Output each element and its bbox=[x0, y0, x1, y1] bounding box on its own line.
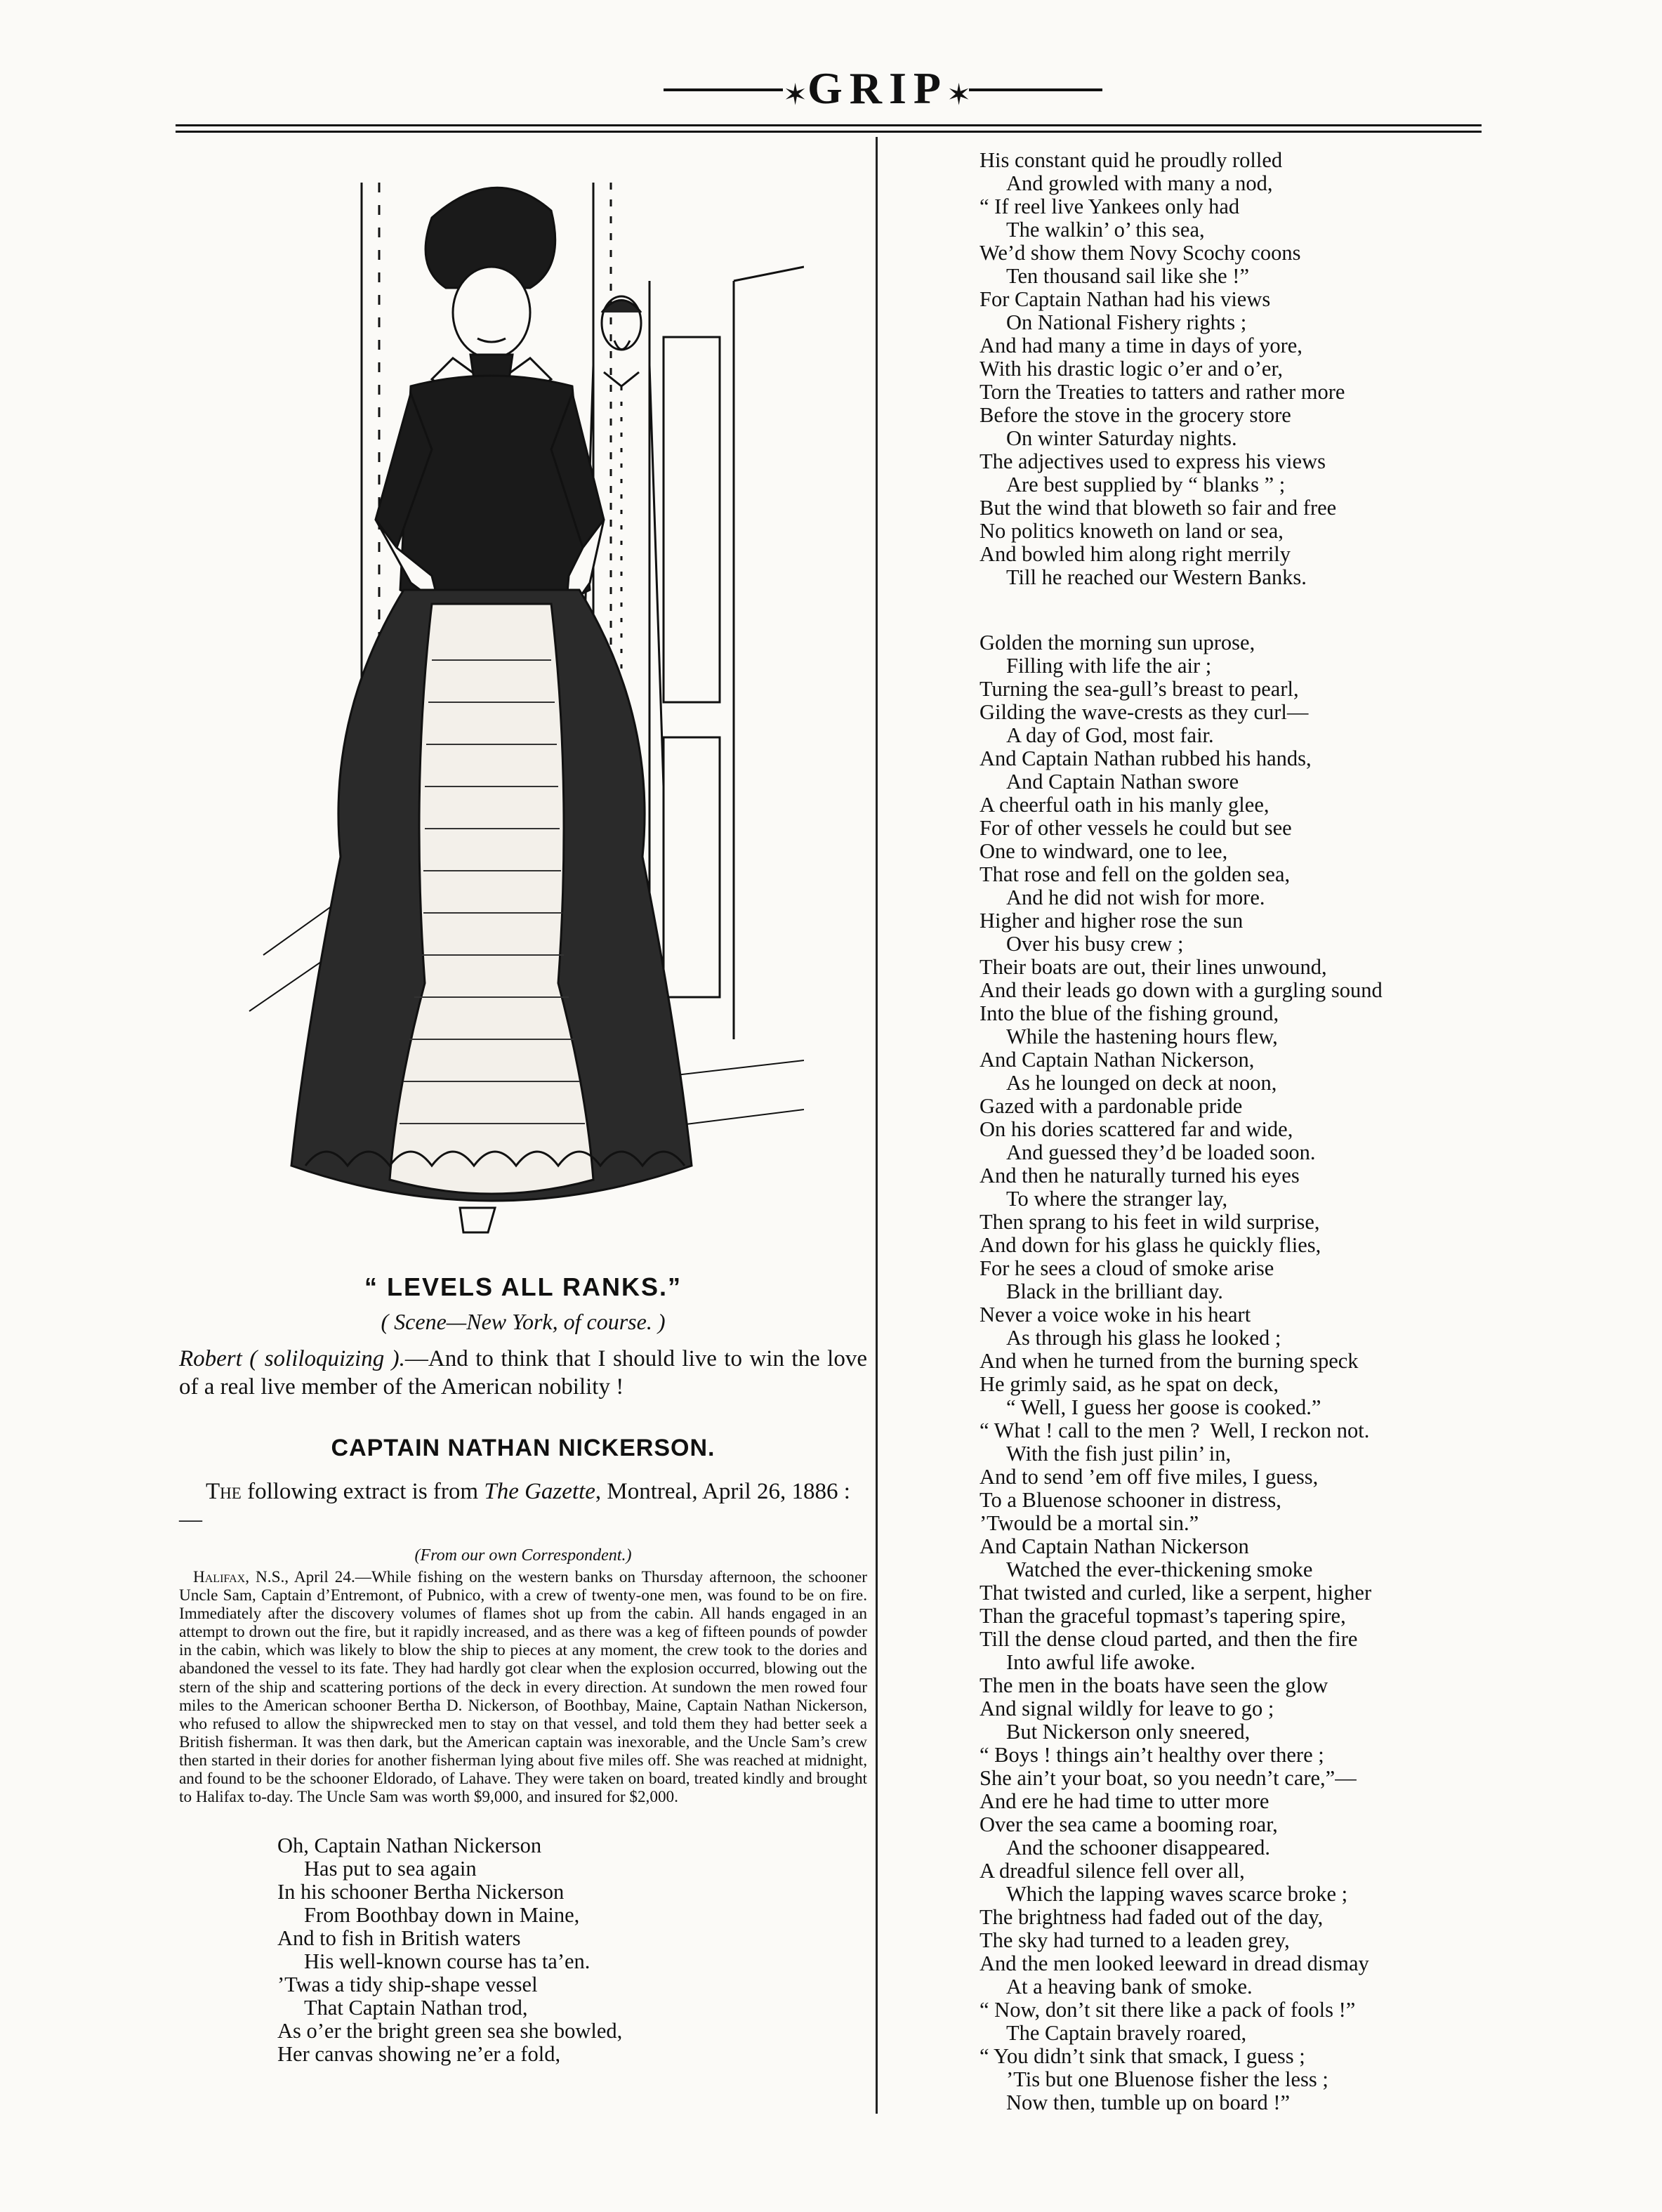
poem-line: Golden the morning sun uprose, bbox=[980, 631, 1255, 654]
poem-line: Has put to sea again bbox=[304, 1857, 477, 1881]
poem-line: As o’er the bright green sea she bowled, bbox=[277, 2019, 623, 2043]
poem-line: One to windward, one to lee, bbox=[980, 839, 1228, 863]
poem-line: And Captain Nathan rubbed his hands, bbox=[980, 746, 1312, 770]
poem-line: ’Twas a tidy ship-shape vessel bbox=[277, 1973, 538, 1997]
poem-line: But the wind that bloweth so fair and free bbox=[980, 496, 1337, 520]
poem-line: His constant quid he proudly rolled bbox=[980, 148, 1283, 172]
cartoon-title: “ LEVELS ALL RANKS.” bbox=[364, 1272, 682, 1301]
poem-line: “ Now, don’t sit there like a pack of fools !” bbox=[980, 1998, 1356, 2022]
poem-line: Filling with life the air ; bbox=[1006, 654, 1212, 678]
intro-text: following extract is from bbox=[241, 1479, 484, 1504]
star-icon: ✶ bbox=[783, 79, 808, 112]
poem-line: Now then, tumble up on board !” bbox=[1006, 2091, 1291, 2114]
poem-line: Which the lapping waves scarce broke ; bbox=[1006, 1882, 1348, 1906]
poem-line: Before the stove in the grocery store bbox=[980, 403, 1291, 427]
poem-line: And to fish in British waters bbox=[277, 1926, 521, 1951]
poem-line: That Captain Nathan trod, bbox=[304, 1996, 528, 2020]
poem-line: The sky had turned to a leaden grey, bbox=[980, 1928, 1290, 1952]
poem-line: At a heaving bank of smoke. bbox=[1006, 1975, 1253, 1999]
poem-line: The walkin’ o’ this sea, bbox=[1006, 218, 1205, 242]
poem-line: “ Well, I guess her goose is cooked.” bbox=[1006, 1395, 1321, 1419]
poem-line: And he did not wish for more. bbox=[1006, 886, 1265, 909]
column-divider bbox=[876, 137, 878, 2114]
poem-right-stanza-1 bbox=[980, 149, 1485, 589]
poem-line: With the fish just pilin’ in, bbox=[1006, 1442, 1232, 1466]
cartoon-dialogue bbox=[179, 1345, 867, 1401]
poem-line: He grimly said, as he spat on deck, bbox=[980, 1372, 1279, 1396]
masthead-title: GRIP bbox=[807, 63, 948, 113]
poem-line: And ere he had time to utter more bbox=[980, 1789, 1269, 1813]
cartoon-line: —And to think that I should live to win the love of a real live member of the American nobility ! bbox=[179, 1346, 867, 1400]
poem-line: The men in the boats have seen the glow bbox=[980, 1673, 1328, 1697]
poem-line: Into awful life awoke. bbox=[1006, 1650, 1196, 1674]
cartoon-illustration bbox=[200, 154, 804, 1264]
poem-line: Than the graceful topmast’s tapering spire, bbox=[980, 1604, 1346, 1628]
poem-line: And then he naturally turned his eyes bbox=[980, 1164, 1300, 1187]
poem-line: Oh, Captain Nathan Nickerson bbox=[277, 1834, 542, 1858]
poem-line: Their boats are out, their lines unwound, bbox=[980, 955, 1327, 979]
poem-line: Turning the sea-gull’s breast to pearl, bbox=[980, 677, 1299, 701]
poem-line: A day of God, most fair. bbox=[1006, 723, 1214, 747]
poem-line: No politics knoweth on land or sea, bbox=[980, 519, 1284, 543]
header-rule bbox=[176, 131, 1482, 133]
poem-line: That rose and fell on the golden sea, bbox=[980, 862, 1291, 886]
poem-line: And Captain Nathan swore bbox=[1006, 770, 1239, 794]
poem-line: Her canvas showing ne’er a fold, bbox=[277, 2042, 561, 2067]
poem-line: And to send ’em off five miles, I guess, bbox=[980, 1465, 1319, 1489]
poem-line: And the schooner disappeared. bbox=[1006, 1836, 1271, 1859]
poem-line: And Captain Nathan Nickerson bbox=[980, 1534, 1249, 1558]
poem-line: For he sees a cloud of smoke arise bbox=[980, 1256, 1274, 1280]
poem-line: And signal wildly for leave to go ; bbox=[980, 1697, 1274, 1720]
masthead-rule-left bbox=[664, 88, 783, 91]
poem-line: Over the sea came a booming roar, bbox=[980, 1812, 1278, 1836]
right-column bbox=[980, 149, 1485, 2114]
poem-line: Torn the Treaties to tatters and rather more bbox=[980, 380, 1345, 404]
header-rule bbox=[176, 124, 1482, 126]
poem-line: “ If reel live Yankees only had bbox=[980, 195, 1240, 218]
poem-line: And guessed they’d be loaded soon. bbox=[1006, 1140, 1316, 1164]
poem-line: Black in the brilliant day. bbox=[1006, 1279, 1223, 1303]
poem-line: On National Fishery rights ; bbox=[1006, 310, 1247, 334]
poem-line: Then sprang to his feet in wild surprise, bbox=[980, 1210, 1320, 1234]
poem-line: That twisted and curled, like a serpent, higher bbox=[980, 1581, 1372, 1605]
poem-line: Watched the ever-thickening smoke bbox=[1006, 1558, 1313, 1581]
poem-line: Never a voice woke in his heart bbox=[980, 1303, 1251, 1326]
poem-line: Over his busy crew ; bbox=[1006, 932, 1184, 956]
poem-line: The brightness had faded out of the day, bbox=[980, 1905, 1324, 1929]
poem-line: We’d show them Novy Scochy coons bbox=[980, 241, 1301, 265]
poem-right-stanza-2 bbox=[980, 631, 1485, 2114]
poem-line: “ You didn’t sink that smack, I guess ; bbox=[980, 2044, 1305, 2068]
poem-line: While the hastening hours flew, bbox=[1006, 1025, 1278, 1048]
star-icon: ✶ bbox=[947, 79, 972, 112]
poem-line: Higher and higher rose the sun bbox=[980, 909, 1244, 933]
poem-line: For Captain Nathan had his views bbox=[980, 287, 1271, 311]
poem-line: For of other vessels he could but see bbox=[980, 816, 1292, 840]
poem-line: Are best supplied by “ blanks ” ; bbox=[1006, 473, 1286, 496]
cartoon-scene: ( Scene—New York, of course. ) bbox=[381, 1309, 666, 1334]
news-place: Halifax bbox=[193, 1568, 246, 1586]
cartoon-caption bbox=[179, 1272, 867, 2066]
poem-line: And bowled him along right merrily bbox=[980, 542, 1291, 566]
poem-line: As through his glass he looked ; bbox=[1006, 1326, 1281, 1350]
article-intro bbox=[179, 1477, 867, 1534]
poem-line: A cheerful oath in his manly glee, bbox=[980, 793, 1269, 817]
poem-line: And growled with many a nod, bbox=[1006, 171, 1273, 195]
poem-line: She ain’t your boat, so you needn’t care,”— bbox=[980, 1766, 1357, 1790]
poem-line: A dreadful silence fell over all, bbox=[980, 1859, 1245, 1883]
poem-line: “ What ! call to the men ? Well, I reckon not. bbox=[980, 1418, 1370, 1442]
poem-line: On his dories scattered far and wide, bbox=[980, 1117, 1293, 1141]
poem-line: And when he turned from the burning speck bbox=[980, 1349, 1359, 1373]
poem-line: To a Bluenose schooner in distress, bbox=[980, 1488, 1281, 1512]
poem-line: And had many a time in days of yore, bbox=[980, 334, 1302, 357]
poem-line: To where the stranger lay, bbox=[1006, 1187, 1228, 1211]
intro-date: , Montreal, April 26, 1886 :— bbox=[179, 1479, 850, 1532]
poem-line: And Captain Nathan Nickerson, bbox=[980, 1048, 1255, 1072]
correspondent-note: (From our own Correspondent.) bbox=[414, 1546, 632, 1565]
poem-line: And the men looked leeward in dread dismay bbox=[980, 1951, 1369, 1975]
poem-line: From Boothbay down in Maine, bbox=[304, 1903, 580, 1928]
intro-lead: The bbox=[206, 1479, 242, 1504]
poem-line: As he lounged on deck at noon, bbox=[1006, 1071, 1277, 1095]
cartoon-speaker: Robert ( soliloquizing ). bbox=[179, 1346, 405, 1371]
poem-line: Ten thousand sail like she !” bbox=[1006, 264, 1249, 288]
poem-line: On winter Saturday nights. bbox=[1006, 426, 1237, 450]
poem-line: And down for his glass he quickly flies, bbox=[980, 1233, 1321, 1257]
poem-line: Gilding the wave-crests as they curl— bbox=[980, 700, 1309, 724]
poem-line: ’Twould be a mortal sin.” bbox=[980, 1511, 1199, 1535]
masthead bbox=[0, 62, 1662, 118]
poem-line: The Captain bravely roared, bbox=[1006, 2021, 1247, 2045]
poem-line: Into the blue of the fishing ground, bbox=[980, 1001, 1279, 1025]
news-text: , N.S., April 24.—While fishing on the western banks on Thursday afternoon, the schooner Uncle Sam, Captain d’Entremont, of Pubnico, with a crew of twenty-one men, was found to be on fire. Immediately after the discovery volumes of flames shot up from the cabin. All hands engaged in an attempt to drown out the fire, but it rapidly increased, and as there was a keg of fifteen pounds of powder in the cabin, which was likely to blow the ship to pieces at any moment, the crew took to the dories and abandoned the vessel to its fate. They had hardly got clear when the explosion occurred, blowing out the stern of the ship and scattering portions of the deck in every direction. At sundown the men rowed four miles to the American schooner Bertha D. Nickerson, of Boothbay, Maine, Captain Nathan Nickerson, who refused to allow the shipwrecked men to stay on that vessel, and told them they had better seek a British fisherman. It was then dark, but the American captain was inexorable, and the Uncle Sam’s crew then started in their dories for another fisherman lying about five miles off. She was reached at midnight, and found to be the schooner Eldorado, of Lahave. They were taken on board, treated kindly and brought to Halifax to-day. The Uncle Sam was worth $9,000, and insured for $2,000. bbox=[179, 1568, 867, 1807]
poem-line: “ Boys ! things ain’t healthy over there ; bbox=[980, 1743, 1324, 1767]
poem-line: But Nickerson only sneered, bbox=[1006, 1720, 1251, 1744]
stanza-gap bbox=[980, 589, 1485, 631]
poem-line: And their leads go down with a gurgling sound bbox=[980, 978, 1383, 1002]
article-title: CAPTAIN NATHAN NICKERSON. bbox=[331, 1435, 715, 1461]
poem-line: In his schooner Bertha Nickerson bbox=[277, 1880, 565, 1904]
poem-line: Till the dense cloud parted, and then the fire bbox=[980, 1627, 1358, 1651]
news-extract bbox=[179, 1568, 867, 1806]
intro-source: The Gazette bbox=[484, 1479, 595, 1504]
poem-line: Gazed with a pardonable pride bbox=[980, 1094, 1243, 1118]
poem-line: With his drastic logic o’er and o’er, bbox=[980, 357, 1284, 381]
poem-line: The adjectives used to express his views bbox=[980, 449, 1326, 473]
poem-line: ’Tis but one Bluenose fisher the less ; bbox=[1006, 2067, 1328, 2091]
poem-line: Till he reached our Western Banks. bbox=[1006, 565, 1307, 589]
masthead-rule-right bbox=[969, 88, 1102, 91]
poem-left bbox=[277, 1834, 867, 2066]
poem-line: His well-known course has ta’en. bbox=[304, 1949, 591, 1974]
